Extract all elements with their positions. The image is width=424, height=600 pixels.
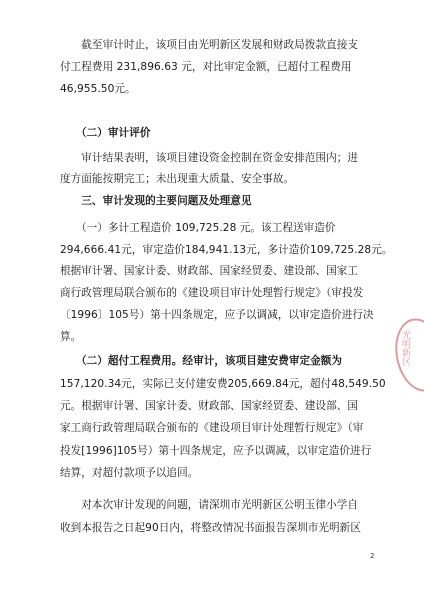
paragraph-line: 元。根据审计署、国家计委、财政部、国家经贸委、建设部、国 [60, 400, 359, 412]
paragraph-line: 家工商行政管理局联合颁布的《建设项目审计处理暂行规定》（审 [60, 422, 364, 434]
section-heading-main-issues: 三、审计发现的主要问题及处理意见 [60, 195, 252, 207]
section-heading-audit-evaluation: （二）审计评价 [60, 127, 151, 139]
paragraph-line: （一）多计工程造价 109,725.28 元。该工程送审造价 [60, 222, 336, 234]
paragraph-line: 投发[1996]105号）第十四条规定，应予以调减，以审定造价进行 [60, 445, 372, 457]
paragraph-line: 商行政管理局联合颁布的《建设项目审计处理暂行规定》（审投发 [60, 287, 364, 299]
page-number: 2 [370, 552, 375, 560]
paragraph-line: 审计结果表明，该项目建设资金控制在资金安排范围内；进 [60, 152, 359, 164]
paragraph-line: 294,666.41元，审定造价184,941.13元，多计造价109,725.28元。 [60, 244, 393, 256]
seal-stamp-text: 光明新区 [400, 330, 410, 366]
paragraph-line: 〔1996〕105号）第十四条规定，应予以调减，以审定造价进行决 [60, 309, 374, 321]
paragraph-line: 付工程费用 231,896.63 元，对比审定金额，已超付工程费用 [60, 61, 352, 73]
paragraph-line: 度方面能按期完工；未出现重大质量、安全事故。 [60, 173, 295, 185]
paragraph-line: 对本次审计发现的问题，请深圳市光明新区公明玉律小学自 [60, 499, 359, 511]
paragraph-line: 46,955.50元。 [60, 83, 136, 95]
paragraph-line: 结算，对超付款项予以追回。 [60, 467, 199, 479]
paragraph-line: 收到本报告之日起90日内，将整改情况书面报告深圳市光明新区 [60, 522, 361, 534]
paragraph-line: 算。 [60, 331, 82, 343]
paragraph-line: 截至审计时止，该项目由光明新区发展和财政局拨款直接支 [60, 39, 359, 51]
paragraph-line: （二）超付工程费用。经审计，该项目建安费审定金额为 [60, 355, 343, 367]
paragraph-line: 157,120.34元，实际已支付建安费205,669.84元，超付48,549.50 [60, 378, 386, 390]
paragraph-line: 根据审计署、国家计委、财政部、国家经贸委、建设部、国家工 [60, 265, 359, 277]
